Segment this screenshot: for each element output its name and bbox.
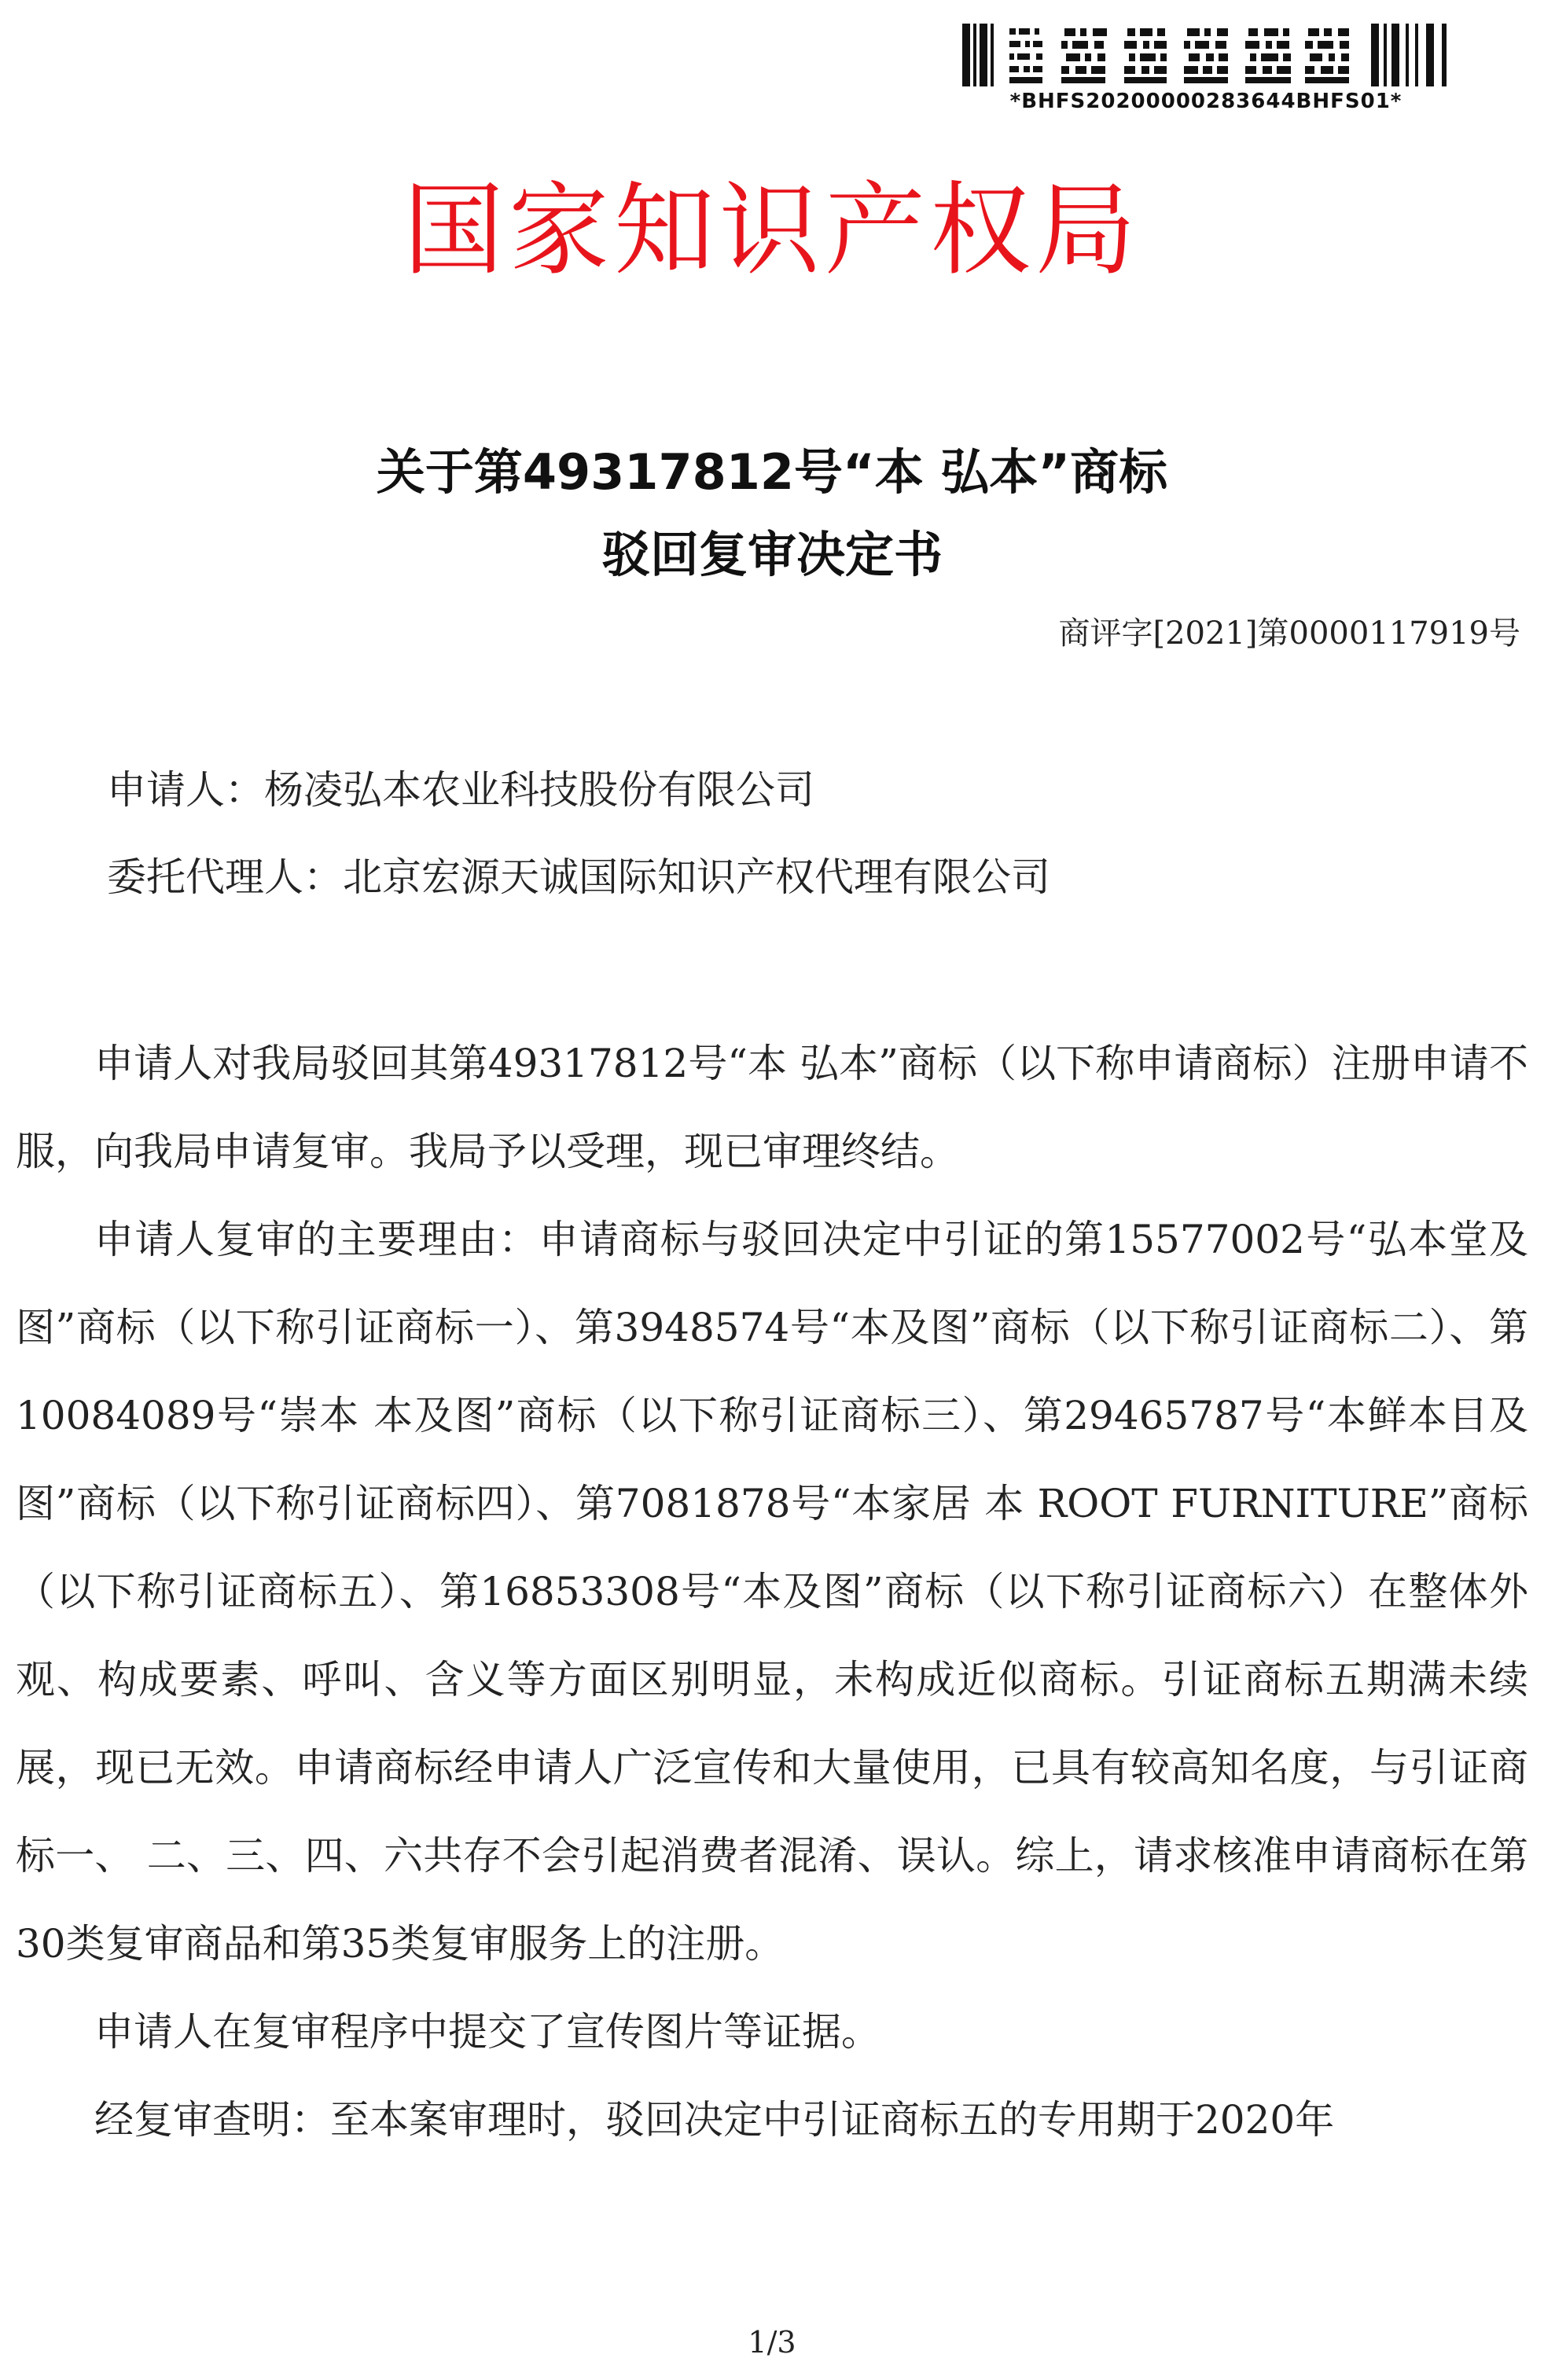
page-number: 1/3 bbox=[748, 2325, 796, 2360]
agency-title: 国家知识产权局 bbox=[403, 172, 1141, 289]
barcode-image bbox=[962, 24, 1450, 86]
body-paragraph: 经复审查明：至本案审理时，驳回决定中引证商标五的专用期于2020年 bbox=[94, 2097, 1335, 2143]
decision-body bbox=[16, 1019, 1528, 2164]
body-paragraph: 申请人对我局驳回其第49317812号“本 弘本”商标（以下称申请商标）注册申请不服，向我局申请复审。我局予以受理，现已审理终结。 bbox=[16, 1041, 1528, 1174]
applicant-line: 申请人：杨凌弘本农业科技股份有限公司 bbox=[107, 767, 814, 813]
document-number: 商评字[2021]第0000117919号 bbox=[1058, 615, 1520, 652]
decision-title-line1: 关于第49317812号“本 弘本”商标 bbox=[376, 443, 1168, 501]
decision-title-line2: 驳回复审决定书 bbox=[601, 526, 943, 583]
agent-line: 委托代理人：北京宏源天诚国际知识产权代理有限公司 bbox=[107, 854, 1050, 900]
barcode-block bbox=[962, 24, 1450, 113]
barcode-code: *BHFS20200000283644BHFS01* bbox=[1009, 90, 1402, 113]
body-paragraph: 申请人在复审程序中提交了宣传图片等证据。 bbox=[94, 2009, 880, 2055]
body-paragraph: 申请人复审的主要理由：申请商标与驳回决定中引证的第15577002号“弘本堂及图”商标（以下称引证商标一）、第3948574号“本及图”商标（以下称引证商标二）、第10084089号“崇本 本及图”商标（以下称引证商标三）、第29465787号“本鲜本目及图”商标（以下称引证商标四）、第7081878号“本家居 本 ROOT FURNITURE”商标（以下称引证商标五）、第16853308号“本及图”商标（以下称引证商标六）在整体外观、构成要素、呼叫、含义等方面区别明显，未构成近似商标。引证商标五期满未续展，现已无效。申请商标经申请人广泛宣传和大量使用，已具有较高知名度，与引证商标一、 二、三、四、六共存不会引起消费者混淆、误认。综上，请求核准申请商标在第30类复审商品和第35类复审服务上的注册。 bbox=[16, 1217, 1528, 1967]
